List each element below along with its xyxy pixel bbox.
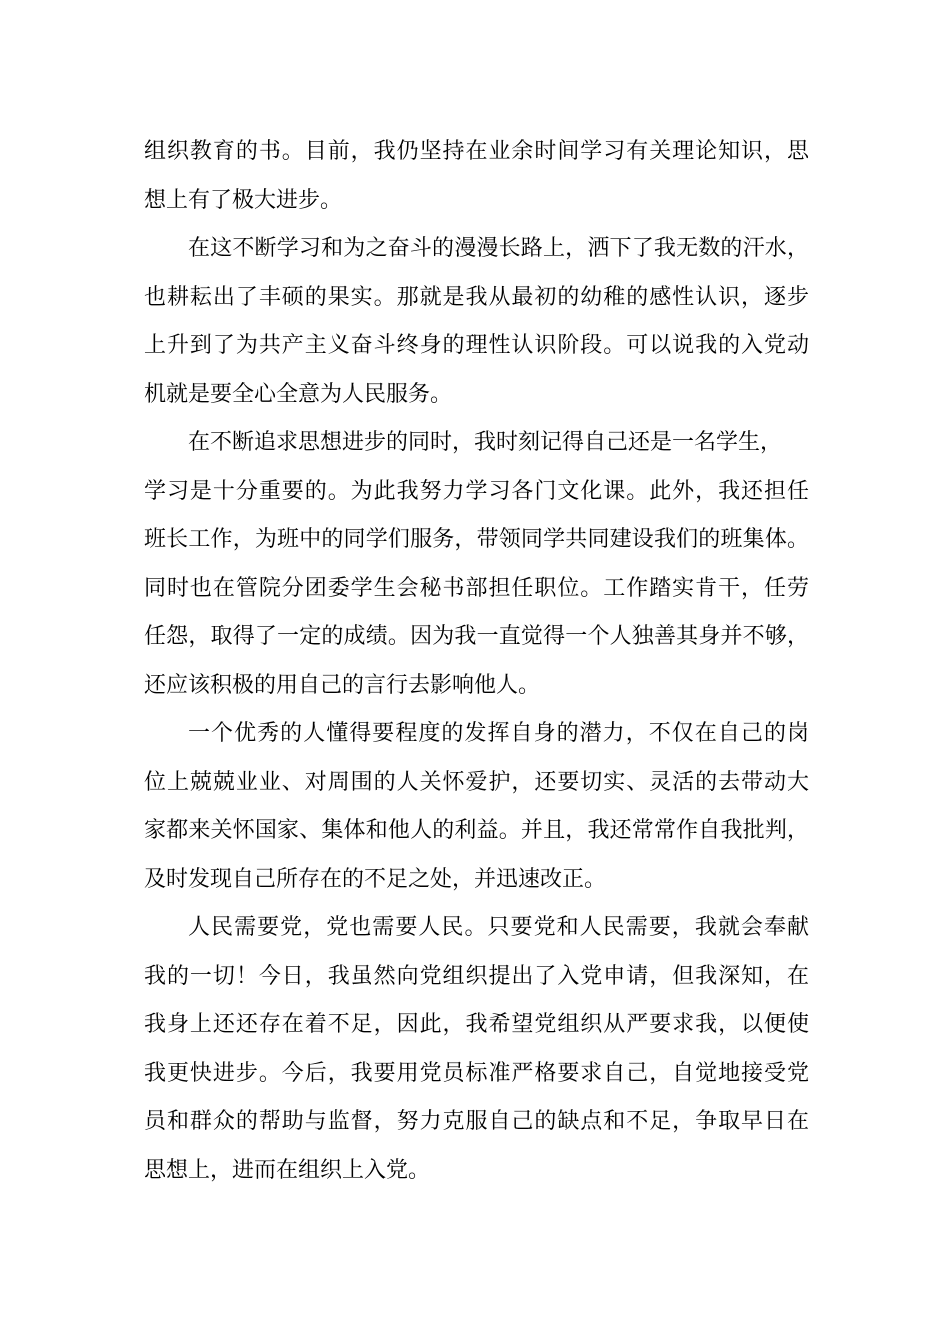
text-line: 人民需要党，党也需要人民。只要党和人民需要，我就会奉献 [188,915,809,940]
text-line: 上升到了为共产主义奋斗终身的理性认识阶段。可以说我的入党动 [144,333,809,358]
text-line: 家都来关怀国家、集体和他人的利益。并且，我还常常作自我批判， [144,818,809,843]
text-line: 在这不断学习和为之奋斗的漫漫长路上，洒下了我无数的汗水， [188,236,809,261]
text-line: 在不断追求思想进步的同时，我时刻记得自己还是一名学生， [188,430,783,455]
text-line: 还应该积极的用自己的言行去影响他人。 [144,672,541,698]
text-line: 我的一切！今日，我虽然向党组织提出了入党申请，但我深知，在 [144,963,809,989]
text-line: 学习是十分重要的。为此我努力学习各门文化课。此外，我还担任 [144,478,809,504]
text-line: 同时也在管院分团委学生会秘书部担任职位。工作踏实肯干，任劳 [144,575,809,601]
text-line: 任怨，取得了一定的成绩。因为我一直觉得一个人独善其身并不够， [144,624,809,649]
text-line: 想上有了极大进步。 [144,187,343,213]
text-line: 我更快进步。今后，我要用党员标准严格要求自己，自觉地接受党 [144,1060,809,1086]
text-line: 一个优秀的人懂得要程度的发挥自身的潜力，不仅在自己的岗 [188,721,809,746]
text-line: 组织教育的书。目前，我仍坚持在业余时间学习有关理论知识，思 [144,139,809,164]
body-text [144,128,809,1195]
text-line: 我身上还还存在着不足，因此，我希望党组织从严要求我，以便使 [144,1012,809,1037]
text-line: 机就是要全心全意为人民服务。 [144,381,453,407]
text-line: 也耕耘出了丰硕的果实。那就是我从最初的幼稚的感性认识，逐步 [144,284,809,310]
text-line: 员和群众的帮助与监督，努力克服自己的缺点和不足，争取早日在 [144,1109,809,1134]
text-line: 及时发现自己所存在的不足之处，并迅速改正。 [144,866,607,892]
text-line: 思想上，进而在组织上入党。 [144,1157,431,1183]
text-line: 位上兢兢业业、对周围的人关怀爱护，还要切实、灵活的去带动大 [144,769,809,795]
text-line: 班长工作，为班中的同学们服务，带领同学共同建设我们的班集体。 [144,527,809,552]
